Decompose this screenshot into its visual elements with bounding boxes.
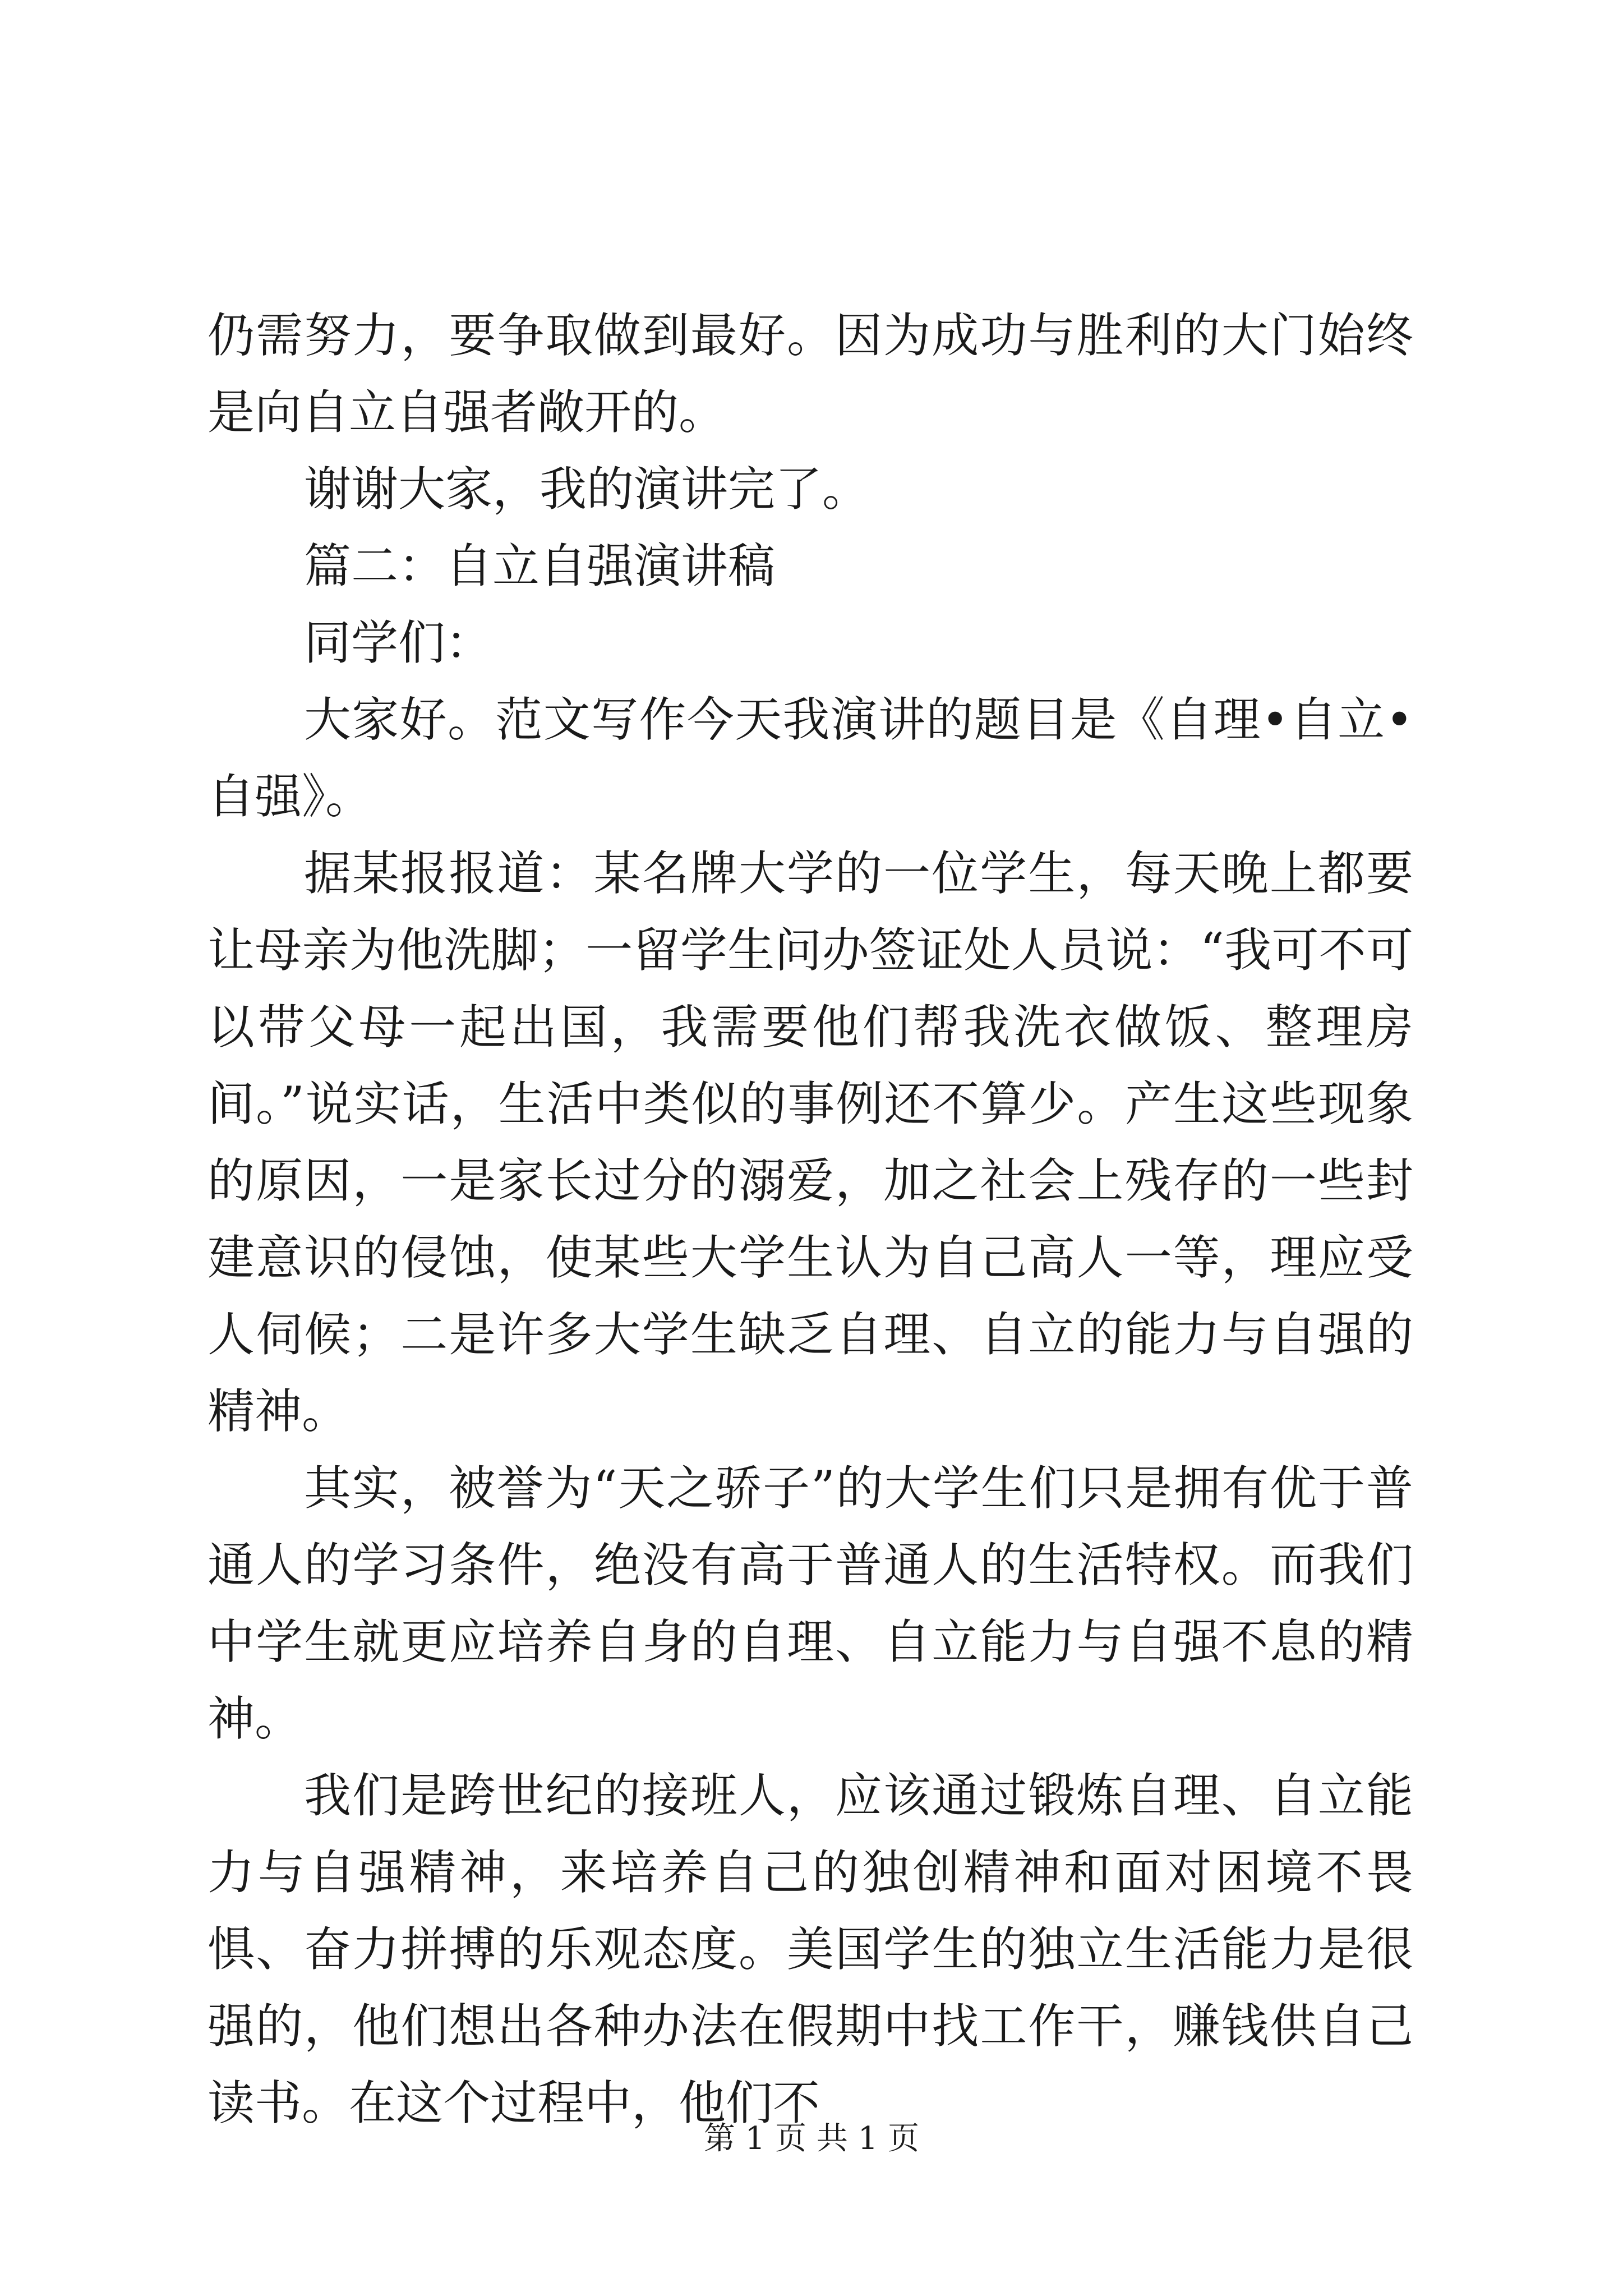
paragraph-6: 据某报报道：某名牌大学的一位学生，每天晚上都要让母亲为他洗脚；一留学生问办签证处人员说：“我可不可以带父母一起出国，我需要他们帮我洗衣做饭、整理房间。”说实话，生活中类似的事例还不算少。产生这些现象的原因，一是家长过分的溺爱，加之社会上残存的一些封建意识的侵蚀，使某些大学生认为自己高人一等，理应受人伺候；二是许多大学生缺乏自理、自立的能力与自强的精神。 [208,846,1413,1439]
section-heading: 篇二：自立自强演讲稿 [304,539,776,593]
paragraph-7: 其实，被誉为“天之骄子”的大学生们只是拥有优于普通人的学习条件，绝没有高于普通人的生活特权。而我们中学生就更应培养自身的自理、自立能力与自强不息的精神。 [208,1461,1413,1746]
paragraph-1: 仍需努力，要争取做到最好。因为成功与胜利的大门始终是向自立自强者敞开的。 [208,308,1413,440]
document-body [208,297,1413,2142]
salutation: 同学们： [304,615,493,670]
paragraph-5: 大家好。范文写作今天我演讲的题目是《自理•自立•自强》。 [208,692,1413,824]
paragraph-8: 我们是跨世纪的接班人，应该通过锻炼自理、自立能力与自强精神，来培养自己的独创精神和面对困境不畏惧、奋力拼搏的乐观态度。美国学生的独立生活能力是很强的，他们想出各种办法在假期中找工作干，赚钱供自己读书。在这个过程中，他们不 [208,1768,1413,2131]
page-footer: 第 1 页 共 1 页 [703,2120,920,2157]
paragraph-2: 谢谢大家，我的演讲完了。 [304,462,870,517]
